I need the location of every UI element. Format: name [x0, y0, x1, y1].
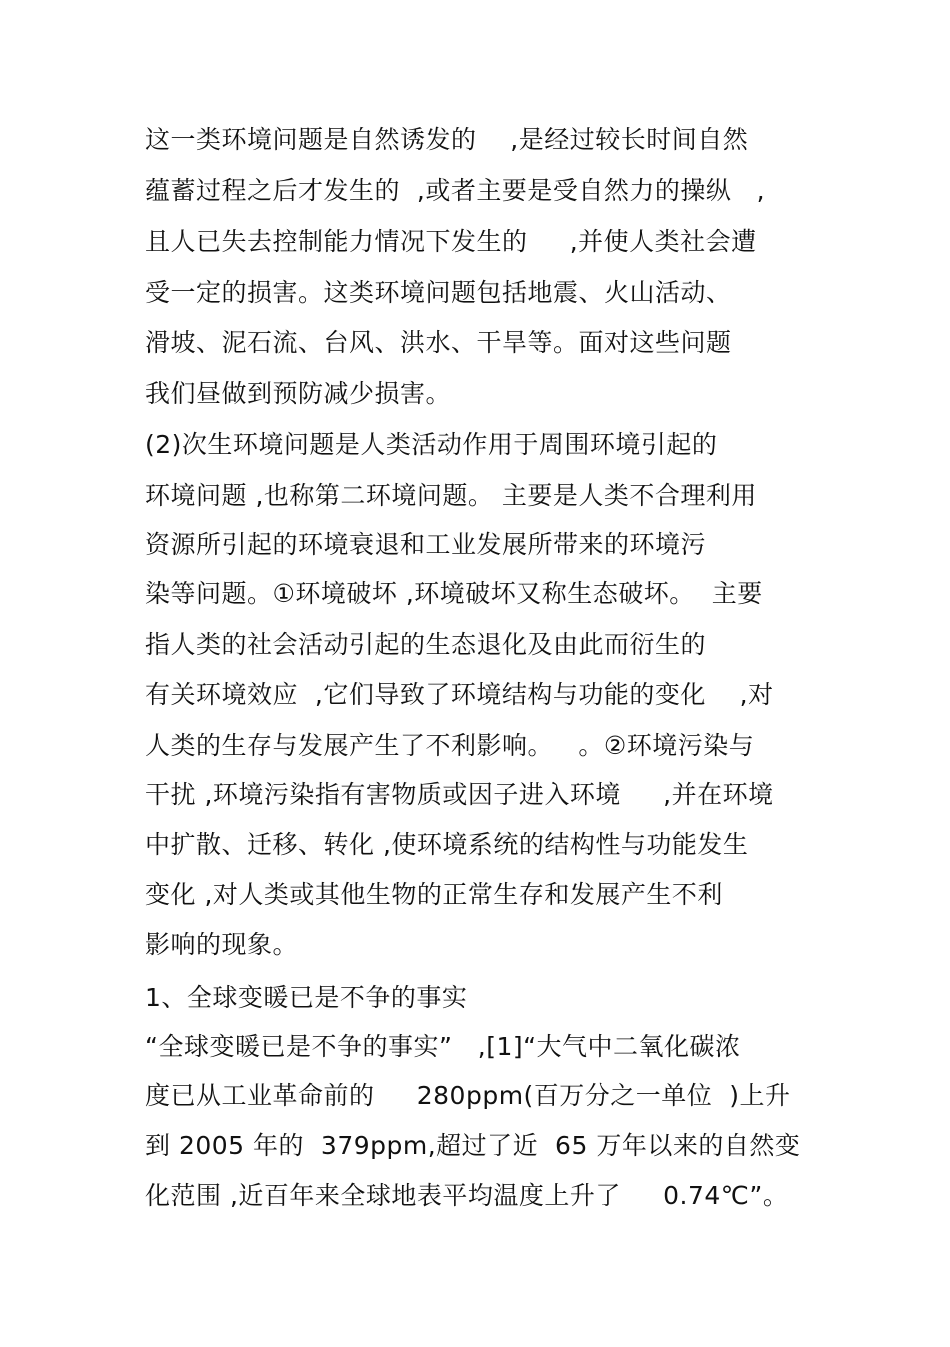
text-line: 化范围 ,近百年来全球地表平均温度上升了 0.74℃”。 [145, 1181, 789, 1210]
section-heading: 1、全球变暖已是不争的事实 [145, 983, 468, 1012]
text-line: 人类的生存与发展产生了不利影响。 。②环境污染与 [145, 731, 755, 760]
text-line: 滑坡、泥石流、台风、洪水、干旱等。面对这些问题 [145, 328, 732, 357]
text-line: 这一类环境问题是自然诱发的 ,是经过较长时间自然 [145, 125, 749, 154]
text-line: 我们昼做到预防减少损害。 [145, 379, 452, 408]
text-line: 指人类的社会活动引起的生态退化及由此而衍生的 [145, 630, 707, 659]
text-line: “全球变暖已是不争的事实” ,[1]“大气中二氧化碳浓 [145, 1032, 741, 1061]
text-line: 蕴蓄过程之后才发生的 ,或者主要是受自然力的操纵 , [145, 176, 766, 205]
text-line: 受一定的损害。这类环境问题包括地震、火山活动、 [145, 278, 732, 307]
text-line: 环境问题 ,也称第二环境问题。 主要是人类不合理利用 [145, 481, 757, 510]
text-line: 有关环境效应 ,它们导致了环境结构与功能的变化 ,对 [145, 680, 774, 709]
text-line: 干扰 ,环境污染指有害物质或因子进入环境 ,并在环境 [145, 780, 774, 809]
text-line: (2)次生环境问题是人类活动作用于周围环境引起的 [145, 430, 718, 459]
text-line: 中扩散、迁移、转化 ,使环境系统的结构性与功能发生 [145, 830, 749, 859]
text-line: 影响的现象。 [145, 930, 299, 959]
text-line: 到 2005 年的 379ppm,超过了近 65 万年以来的自然变 [145, 1131, 801, 1160]
text-line: 染等问题。①环境破坏 ,环境破坏又称生态破坏。 主要 [145, 579, 763, 608]
text-line: 资源所引起的环境衰退和工业发展所带来的环境污 [145, 530, 707, 559]
text-line: 度已从工业革命前的 280ppm(百万分之一单位 )上升 [145, 1081, 791, 1110]
text-line: 且人已失去控制能力情况下发生的 ,并使人类社会遭 [145, 227, 757, 256]
text-line: 变化 ,对人类或其他生物的正常生存和发展产生不利 [145, 880, 723, 909]
